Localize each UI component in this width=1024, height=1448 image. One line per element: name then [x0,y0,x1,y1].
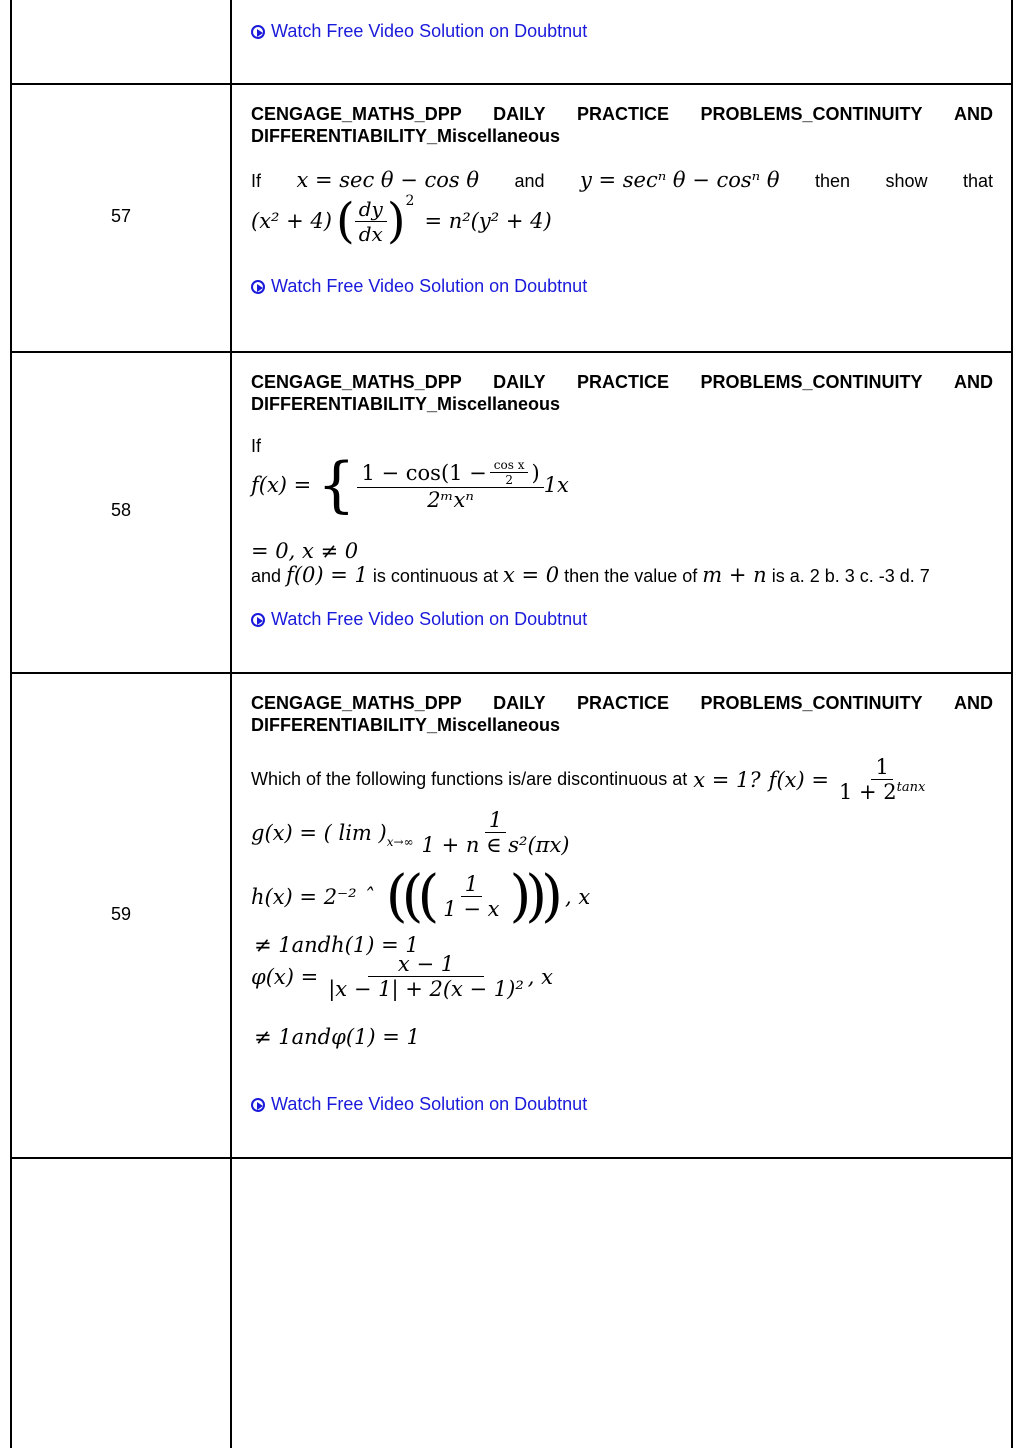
video-solution-link[interactable] [251,1094,587,1115]
question-number: 57 [110,206,132,226]
video-solution-link[interactable] [251,276,587,297]
question-heading: CENGAGE_MATHS_DPP DAILY PRACTICE PROBLEMS_CONTINUITY AND DIFFERENTIABILITY_Miscellaneous [251,104,993,146]
question-equation: φ(x) = $\frac{x - 1}{\text{|x − 1| + 2(x − 1)²}}$ , x [251,952,553,1001]
question-text: If x = sec θ − cos θ and y = secⁿ θ − cosⁿ θ then show that [251,168,993,192]
question-equation: h(x) = 2⁻² ˆ ((( $\frac{1}{1 - x}$ ))) , x [251,864,591,929]
question-number: 59 [110,904,132,924]
video-solution-link[interactable] [251,609,587,630]
video-solution-link[interactable] [251,21,587,42]
question-number: 58 [110,500,132,520]
question-equation: ≠ 1andh(1) = 1 [254,933,419,957]
question-equation: ≠ 1andφ(1) = 1 [254,1025,420,1049]
play-circle-icon [251,1098,265,1112]
table-border-right [1011,0,1013,1448]
question-equation: g(x) = ( lim ) $_{x\to\infty}$ $\frac{1}{\text{1 + n ∈ s²(πx)}}$ [251,808,570,857]
play-circle-icon [251,613,265,627]
question-equation: (x² + 4) ( $\frac{dy}{dx}$ ) $^2$ = n²(y² + 4) [251,193,552,249]
video-solution-link-label: Watch Free Video Solution on Doubtnut [271,276,588,296]
question-heading: CENGAGE_MATHS_DPP DAILY PRACTICE PROBLEMS_CONTINUITY AND DIFFERENTIABILITY_Miscellaneous [251,372,993,414]
video-solution-link-label: Watch Free Video Solution on Doubtnut [271,21,588,41]
question-equation: f(x) = { 1 − cos(1 − $\frac{\text{cos x}}{2}$ ) 2ᵐxⁿ 1x [251,450,569,520]
question-text: If [251,436,262,456]
question-text: Which of the following functions is/are discontinuous at x = 1? f(x) = $\frac{1}{1 + 2^{tanx}}$ [251,755,926,804]
row-divider [10,83,1013,85]
question-heading: CENGAGE_MATHS_DPP DAILY PRACTICE PROBLEMS_CONTINUITY AND DIFFERENTIABILITY_Miscellaneous [251,693,993,735]
row-divider [10,1157,1013,1159]
question-text: and f(0) = 1 is continuous at x = 0 then the value of m + n is a. 2 b. 3 c. -3 d. 7 [251,563,930,587]
row-divider [10,351,1013,353]
play-circle-icon [251,25,265,39]
video-solution-link-label: Watch Free Video Solution on Doubtnut [271,609,588,629]
video-solution-link-label: Watch Free Video Solution on Doubtnut [271,1094,588,1114]
play-circle-icon [251,280,265,294]
row-divider [10,672,1013,674]
question-equation: = 0, x ≠ 0 [251,539,359,563]
table-border-middle [230,0,232,1448]
